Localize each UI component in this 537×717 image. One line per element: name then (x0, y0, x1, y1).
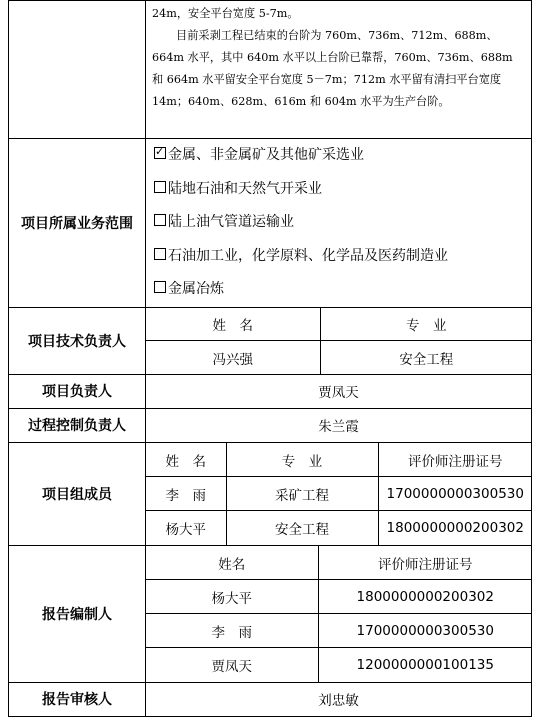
tech-lead-major: 安全工程 (320, 341, 532, 374)
member-name: 李 雨 (146, 477, 226, 511)
authors-label: 报告编制人 (9, 545, 146, 682)
tech-lead-label: 项目技术负责人 (9, 307, 146, 374)
reviewer-label: 报告审核人 (9, 682, 146, 716)
col-header-major: 专 业 (320, 308, 532, 341)
scope-option-label: 石油加工业，化学原料、化学品及医药制造业 (168, 247, 448, 264)
member-major: 采矿工程 (226, 477, 378, 511)
checkbox-icon[interactable] (154, 181, 166, 193)
checkbox-icon[interactable] (154, 214, 166, 226)
author-cert: 1800000000200302 (318, 580, 532, 614)
member-name: 杨大平 (146, 511, 226, 545)
scope-options (146, 139, 532, 308)
col-header-cert: 评价师注册证号 (378, 443, 532, 477)
scope-option-label: 金属冶炼 (168, 281, 224, 298)
process-lead-label: 过程控制负责人 (9, 408, 146, 442)
project-lead-value: 贾凤天 (146, 374, 532, 408)
project-lead-label: 项目负责人 (9, 374, 146, 408)
col-header-name: 姓 名 (146, 308, 320, 341)
tech-lead-table (146, 308, 532, 374)
col-header-cert: 评价师注册证号 (318, 546, 532, 580)
scope-option-pipeline[interactable] (154, 206, 531, 240)
tech-lead-name: 冯兴强 (146, 341, 320, 374)
scope-option-petrochemical[interactable] (154, 240, 531, 274)
author-cert: 1700000000300530 (318, 614, 532, 648)
project-info-table (8, 0, 532, 717)
table-row (146, 477, 532, 511)
author-name: 李 雨 (146, 614, 318, 648)
members-cell (146, 442, 532, 545)
col-header-name: 姓 名 (146, 443, 226, 477)
scope-option-label: 陆地石油和天然气开采业 (168, 180, 322, 197)
table-row (146, 614, 532, 648)
col-header-major: 专 业 (226, 443, 378, 477)
scope-option-label: 金属、非金属矿及其他矿采选业 (168, 147, 364, 163)
description-paragraph: 目前采剥工程已结束的台阶为 760m、736m、712m、688m、664m 水平，其中 640m 水平以上台阶已靠帮，760m、736m、688m 和 664m 水平留安全平台宽度 5－7m；712m 水平留有清扫平台宽度 14m；640m、628m、616m 和 604m 水平为生产台阶。 (152, 29, 513, 108)
tech-lead-cell (146, 307, 532, 374)
checkbox-icon[interactable] (154, 281, 166, 293)
table-row (146, 648, 532, 682)
member-cert: 1700000000300530 (378, 477, 532, 511)
process-lead-value: 朱兰霞 (146, 408, 532, 442)
description-label-cell (9, 1, 146, 139)
authors-table (146, 546, 532, 682)
reviewer-value: 刘忠敏 (146, 682, 532, 716)
author-cert: 1200000000100135 (318, 648, 532, 682)
col-header-name: 姓名 (146, 546, 318, 580)
checkbox-checked-icon[interactable]: ✓ (155, 145, 165, 158)
scope-label: 项目所属业务范围 (9, 139, 146, 308)
checkbox-icon[interactable] (154, 248, 166, 260)
scope-option-oil-gas[interactable] (154, 173, 531, 207)
description-cell (146, 1, 532, 139)
scope-option-smelting[interactable] (154, 273, 531, 307)
members-table (146, 443, 532, 545)
authors-cell (146, 545, 532, 682)
member-cert: 1800000000200302 (378, 511, 532, 545)
table-row (146, 580, 532, 614)
scope-option-mining[interactable] (154, 139, 531, 173)
author-name: 贾凤天 (146, 648, 318, 682)
description-line-1: 24m，安全平台宽度 5-7m。 (152, 7, 299, 20)
scope-option-label: 陆上油气管道运输业 (168, 214, 294, 231)
member-major: 安全工程 (226, 511, 378, 545)
author-name: 杨大平 (146, 580, 318, 614)
table-row (146, 511, 532, 545)
members-label: 项目组成员 (9, 442, 146, 545)
